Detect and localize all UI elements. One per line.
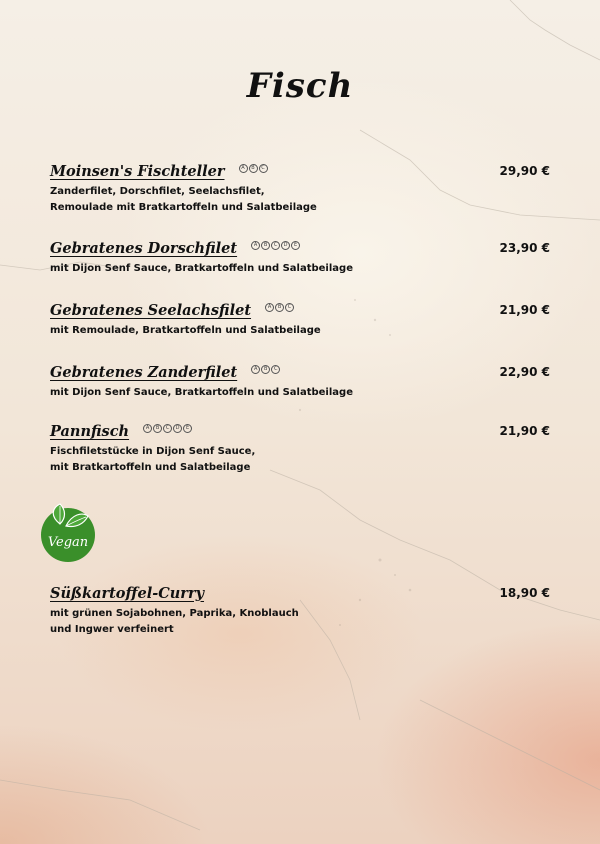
dish-price: 22,90 € xyxy=(499,365,550,379)
description-line: mit Remoulade, Bratkartoffeln und Salatbeilage xyxy=(50,325,321,336)
allergen-icon: E xyxy=(291,241,300,250)
allergen-icon: B xyxy=(275,303,284,312)
dish-name-line xyxy=(50,299,560,321)
allergen-icon: C xyxy=(285,303,294,312)
allergen-icons xyxy=(239,164,268,173)
description-line: Zanderfilet, Dorschfilet, Seelachsfilet, xyxy=(50,186,265,197)
allergen-icon: A xyxy=(143,424,152,433)
dish-name-line xyxy=(50,160,560,182)
allergen-icon: B xyxy=(153,424,162,433)
dish-name: Pannfisch xyxy=(50,422,130,440)
allergen-icons xyxy=(265,303,294,312)
dish-price: 23,90 € xyxy=(499,241,550,255)
dish-description xyxy=(50,261,560,277)
allergen-icon: C xyxy=(271,241,280,250)
description-line: Fischfiletstücke in Dijon Senf Sauce, xyxy=(50,446,256,457)
dish-name: Gebratenes Zanderfilet xyxy=(50,363,238,381)
description-line: und Ingwer verfeinert xyxy=(50,624,174,635)
dish-price: 29,90 € xyxy=(499,164,550,178)
description-line: mit Dijon Senf Sauce, Bratkartoffeln und Salatbeilage xyxy=(50,263,353,274)
dish-price: 18,90 € xyxy=(499,586,550,600)
menu-item xyxy=(50,582,560,638)
dish-description xyxy=(50,385,560,401)
dish-name: Gebratenes Dorschfilet xyxy=(50,239,238,257)
allergen-icons xyxy=(251,241,300,250)
allergen-icons xyxy=(251,365,280,374)
dish-name-line xyxy=(50,582,560,604)
page-title: Fisch xyxy=(246,66,354,106)
vegan-badge xyxy=(38,502,98,562)
dish-price: 21,90 € xyxy=(499,424,550,438)
description-line: Remoulade mit Bratkartoffeln und Salatbeilage xyxy=(50,202,317,213)
description-line: mit grünen Sojabohnen, Paprika, Knoblauch xyxy=(50,608,299,619)
allergen-icon: A xyxy=(251,241,260,250)
dish-description xyxy=(50,444,560,476)
menu-item xyxy=(50,299,560,339)
dish-description xyxy=(50,606,560,638)
dish-name: Süßkartoffel-Curry xyxy=(50,584,205,602)
dish-name-line xyxy=(50,237,560,259)
menu-item xyxy=(50,237,560,277)
vegan-badge-label: Vegan xyxy=(47,535,89,550)
allergen-icon: D xyxy=(281,241,290,250)
allergen-icon: C xyxy=(271,365,280,374)
allergen-icon: E xyxy=(183,424,192,433)
allergen-icon: D xyxy=(173,424,182,433)
dish-name-line xyxy=(50,420,560,442)
dish-price: 21,90 € xyxy=(499,303,550,317)
dish-name-line xyxy=(50,361,560,383)
menu-item xyxy=(50,361,560,401)
dish-description xyxy=(50,323,560,339)
dish-name: Moinsen's Fischteller xyxy=(50,162,225,180)
allergen-icon: C xyxy=(259,164,268,173)
allergen-icon: B xyxy=(261,241,270,250)
allergen-icons xyxy=(143,424,192,433)
allergen-icon: A xyxy=(239,164,248,173)
menu-item xyxy=(50,160,560,216)
dish-description xyxy=(50,184,560,216)
menu-item xyxy=(50,420,560,476)
allergen-icon: B xyxy=(249,164,258,173)
allergen-icon: B xyxy=(261,365,270,374)
allergen-icon: A xyxy=(251,365,260,374)
allergen-icon: C xyxy=(163,424,172,433)
allergen-icon: A xyxy=(265,303,274,312)
dish-name: Gebratenes Seelachsfilet xyxy=(50,301,252,319)
description-line: mit Dijon Senf Sauce, Bratkartoffeln und Salatbeilage xyxy=(50,387,353,398)
description-line: mit Bratkartoffeln und Salatbeilage xyxy=(50,462,251,473)
